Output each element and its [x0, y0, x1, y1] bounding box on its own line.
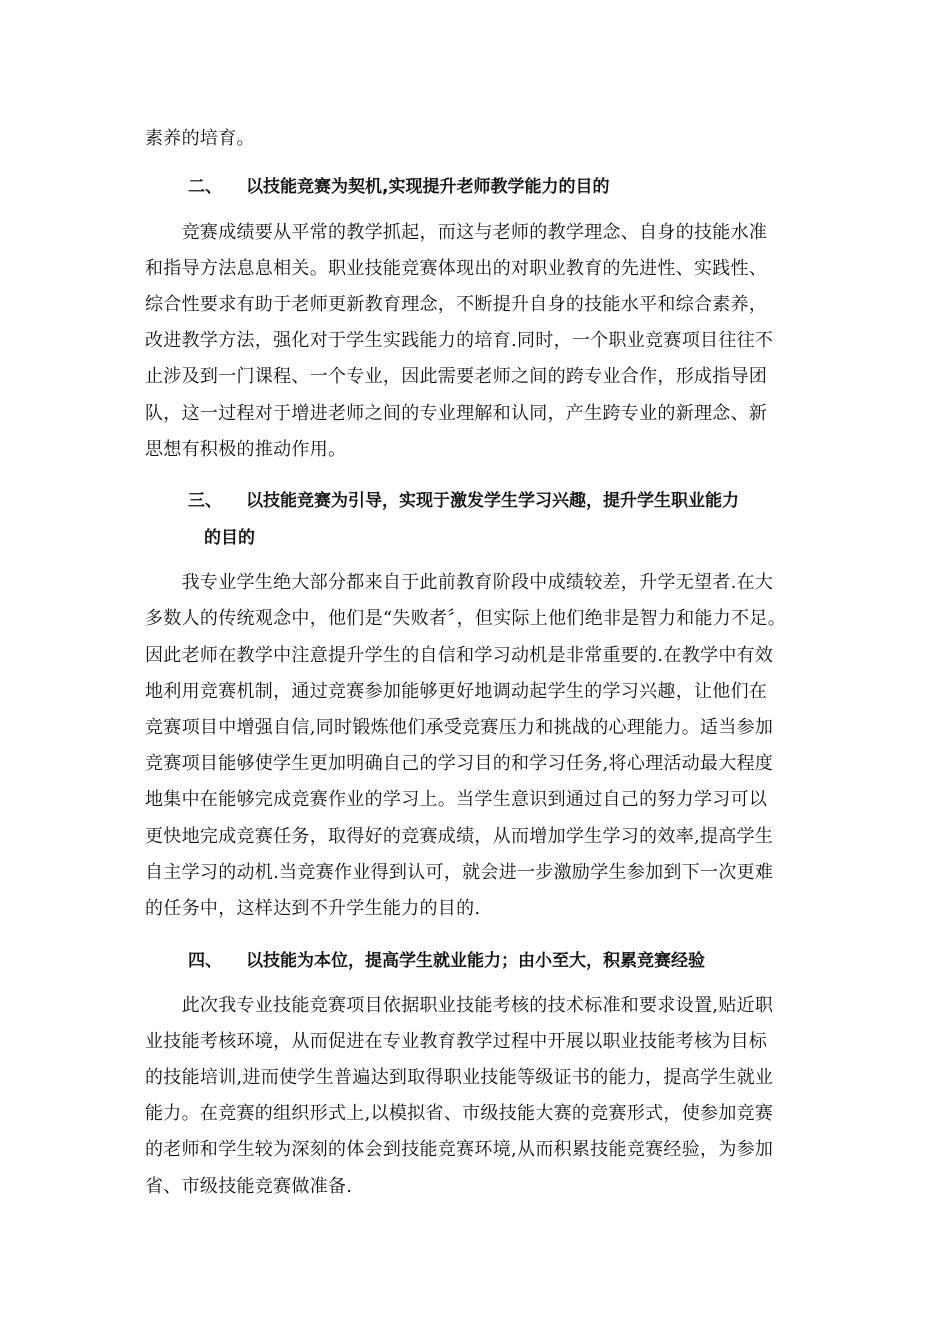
section-3-number: 三、 [188, 491, 222, 511]
section-4-number: 四、 [188, 951, 222, 971]
section-3-title: 以技能竞赛为引导，实现于激发学生学习兴趣，提升学生职业能力 [246, 491, 739, 511]
section-3-para-line: 竞赛项目能够使学生更加明确自己的学习目的和学习任务,将心理活动最大程度 [145, 753, 774, 774]
section-2-para-line: 改进教学方法，强化对于学生实践能力的培育.同时，一个职业竞赛项目往往不 [145, 330, 774, 351]
intro-tail-line: 素养的培育。 [145, 128, 255, 149]
section-3-para-line: 更快地完成竞赛任务，取得好的竞赛成绩，从而增加学生学习的效率,提高学生 [145, 826, 774, 847]
section-3-para-line: 我专业学生绝大部分都来自于此前教育阶段中成绩较差，升学无望者.在大 [145, 572, 774, 593]
section-2-para-line: 队，这一过程对于增进老师之间的专业理解和认同，产生跨专业的新理念、新 [145, 403, 768, 424]
section-4-para-line: 的技能培训,进而使学生普遍达到取得职业技能等级证书的能力，提高学生就业 [145, 1067, 774, 1088]
section-4-para-line: 业技能考核环境，从而促进在专业教育教学过程中开展以职业技能考核为目标 [145, 1031, 768, 1052]
section-4-para-line: 能力。在竞赛的组织形式上,以模拟省、市级技能大赛的竞赛形式，使参加竞赛 [145, 1103, 774, 1124]
section-3-para-line: 因此老师在教学中注意提升学生的自信和学习动机是非常重要的.在教学中有效 [145, 645, 774, 666]
section-2-para-line: 综合性要求有助于老师更新教育理念，不断提升自身的技能水平和综合素养， [145, 294, 768, 315]
section-2-para-line: 和指导方法息息相关。职业技能竞赛体现出的对职业教育的先进性、实践性、 [145, 258, 768, 279]
section-2-number: 二、 [188, 177, 222, 197]
section-2-para-line: 思想有积极的推动作用。 [145, 439, 347, 460]
section-4-heading [188, 950, 705, 972]
section-3-para-line: 地利用竞赛机制，通过竞赛参加能够更好地调动起学生的学习兴趣，让他们在 [145, 681, 768, 702]
section-2-heading [188, 176, 609, 198]
section-4-para-line: 省、市级技能竞赛做准备. [145, 1176, 353, 1197]
section-4-para-line: 此次我专业技能竞赛项目依据职业技能考核的技术标准和要求设置,贴近职 [145, 995, 774, 1016]
section-3-heading [188, 490, 739, 512]
section-3-para-line: 的任务中，这样达到不升学生能力的目的. [145, 898, 481, 919]
section-4-title: 以技能为本位，提高学生就业能力；由小至大，积累竞赛经验 [246, 951, 705, 971]
section-3-para-line: 多数人的传统观念中，他们是“失败者〞，但实际上他们绝非是智力和能力不足。 [145, 608, 786, 629]
section-2-para-line: 止涉及到一门课程、一个专业，因此需要老师之间的跨专业合作，形成指导团 [145, 366, 768, 387]
section-3-heading-cont: 的目的 [204, 528, 255, 548]
section-2-para-line: 竞赛成绩要从平常的教学抓起，而这与老师的教学理念、自身的技能水准 [145, 222, 768, 243]
section-4-para-line: 的老师和学生较为深刻的体会到技能竞赛环境,从而积累技能竞赛经验，为参加 [145, 1139, 774, 1160]
section-2-title: 以技能竞赛为契机,实现提升老师教学能力的目的 [246, 177, 610, 197]
section-3-para-line: 地集中在能够完成竞赛作业的学习上。当学生意识到通过自己的努力学习可以 [145, 789, 768, 810]
section-3-para-line: 竞赛项目中增强自信,同时锻炼他们承受竞赛压力和挑战的心理能力。适当参加 [145, 717, 774, 738]
section-3-para-line: 自主学习的动机.当竞赛作业得到认可，就会进一步激励学生参加到下一次更难 [145, 862, 774, 883]
